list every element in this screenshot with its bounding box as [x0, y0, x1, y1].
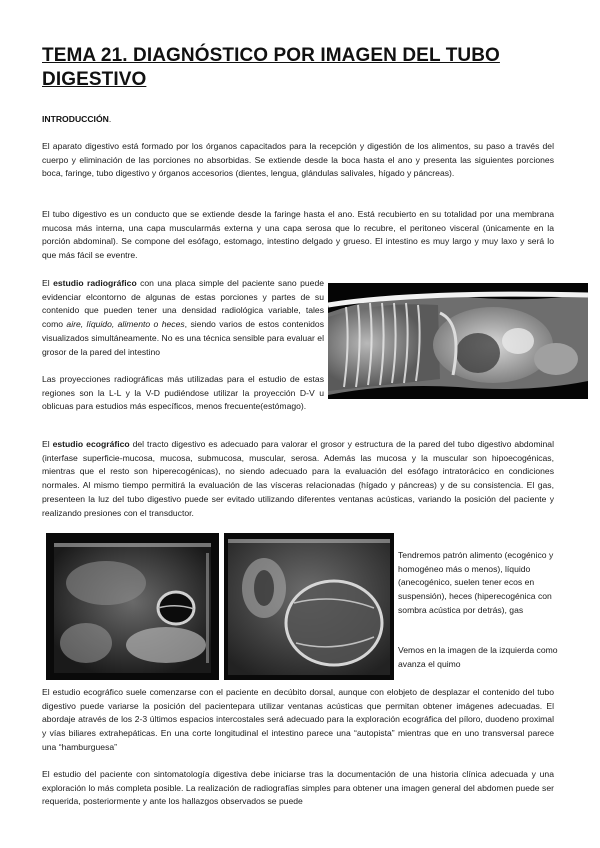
paragraph-aparato-digestivo: El aparato digestivo está formado por los órganos capacitados para la recepción y digestión de los alimentos, su paso a través del cuerpo y eliminación de las porciones no absorbidas. Se extiende desde la boca hasta el ano y presenta las siguientes porciones boca, faringe, tubo digestivo y órganos accesorios (dientes, lengua, glándulas salivales, hígado y páncreas).: [42, 141, 554, 179]
heading-text: INTRODUCCIÓN: [42, 114, 109, 124]
paragraph-sintomatologia: El estudio del paciente con sintomatología digestiva debe iniciarse tras la documentación de una historia clínica adecuada y una exploración lo más completa posible. La realización de radiografías simples para obtener una imagen general del abdomen puede ser requerida, posteriormente y ante los hallazgos observados se puede: [42, 769, 554, 807]
text-span: El: [42, 278, 54, 288]
text-span: El: [42, 439, 53, 449]
section-heading-introduccion: [42, 114, 111, 124]
ultrasound-image-right: [224, 533, 394, 680]
paragraph-tubo-digestivo: El tubo digestivo es un conducto que se extiende desde la faringe hasta el ano. Está recubierto en su totalidad por una membrana mucosa más interna, una capa muscularmás externa y una capa serosa que lo recubre, el peritoneo visceral (únicamente en la porción abdominal). Se compone del esófago, estomago, intestino delgado y grueso. El intestino es muy largo y muy laxo y será lo que más fácil se eventre.: [42, 209, 554, 261]
sidebar-text-patrones: Tendremos patrón alimento (ecogénico y homogéneo más o menos), líquido (anecogénico, suelen tener ecos en suspensión), heces (hiperecogénica con sombra acústica por detrás), gas: [398, 550, 554, 615]
text-span: con una placa simple del paciente sano puede evidenciar elcontorno de algunas de estas porciones y partes de su contenido que pueden tener una densidad radiológica variable, tales como: [42, 278, 325, 330]
italic-term: aire, líquido, alimento o heces: [66, 319, 185, 330]
heading-dot: .: [108, 114, 112, 124]
paragraph-estudio-ecografico: [42, 438, 554, 520]
paragraph-proyecciones: Las proyecciones radiográficas más utilizadas para el estudio de estas regiones son la L-L y la V-D pudiéndose utilizar la proyección D-V u oblicuas para estudios más específicos, menos frecuente(estómago).: [42, 374, 324, 412]
bold-term: estudio ecográfico: [52, 439, 130, 449]
paragraph-decubito-dorsal: El estudio ecográfico suele comenzarse con el paciente en decúbito dorsal, aunque con elobjeto de desplazar el contenido del tubo digestivo puede variarse la posición del pacientepara utilizar ventanas acústicas que permitan obtener imágenes adecuadas. El abordaje através de los 2-3 últimos espacios intercostales será adecuado para la exploración ecográfica del píloro, duodeno proximal y vías biliares extrahepáticas. En una corte longitudinal el intestino parece una “autopista” mientras que en uno transversal parece una “hamburguesa”: [42, 687, 554, 752]
text-span: , siendo varios de estos contenidos visualizados simultáneamente. No es una técnica sensible para evaluar el grosor de la pared del intestino: [42, 319, 324, 357]
page-title: TEMA 21. DIAGNÓSTICO POR IMAGEN DEL TUBO DIGESTIVO: [42, 45, 500, 90]
text-span: del tracto digestivo es adecuado para valorar el grosor y estructura de la pared del tubo digestivo abdominal (interfase superficie-mucosa, mucosa, submucosa, muscular, serosa. Además las mucosa y la muscular son hipoecogénicas, mientras que el resto son hiperecogénicas), no siendo adecuado para la evaluación del esófago intratorácico en condiciones normales. Al mismo tiempo permitirá la evaluación de las vísceras relacionadas (hígado y páncreas) y de su consistencia. El gas, presenteen la luz del tubo digestivo puede ser evitado utilizando diferentes ventanas acústicas, variando la posición del paciente y realizando presiones con el transductor.: [42, 439, 554, 518]
ultrasound-image-left: [46, 533, 219, 680]
sidebar-text-quimo: Vemos en la imagen de la izquierda como avanza el quimo: [398, 645, 558, 669]
paragraph-estudio-radiografico: [42, 277, 324, 359]
radiograph-image: [328, 283, 588, 399]
bold-term: estudio radiográfico: [53, 278, 137, 288]
